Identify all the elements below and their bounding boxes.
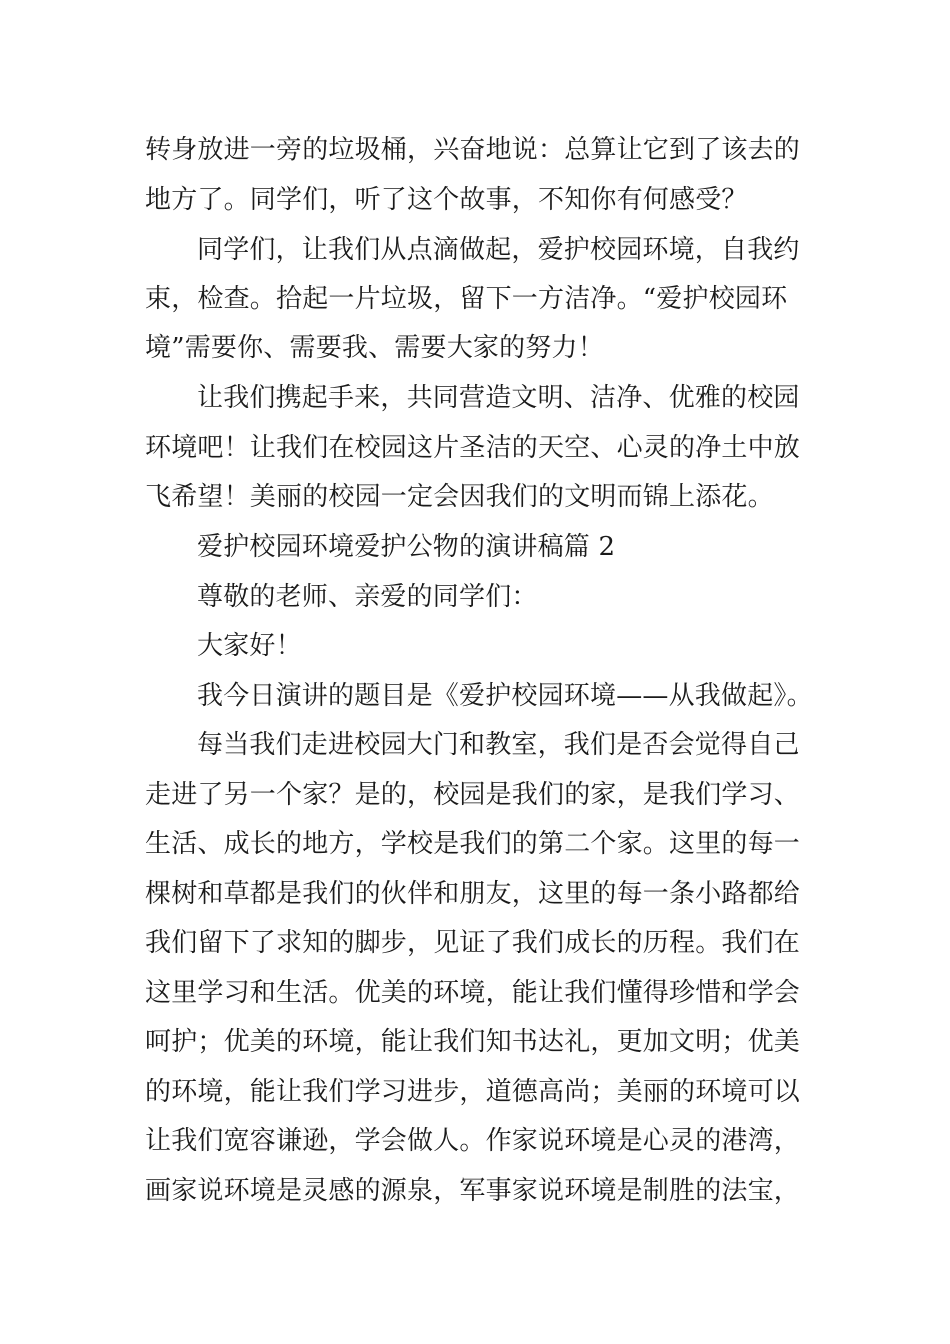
text-line: 我今日演讲的题目是《爱护校园环境——从我做起》。 xyxy=(197,681,813,711)
text-line: 这里学习和生活。优美的环境，能让我们懂得珍惜和学会 xyxy=(145,978,801,1008)
text-line: 让我们携起手来，共同营造文明、洁净、优雅的校园 xyxy=(197,383,800,413)
text-line: 棵树和草都是我们的伙伴和朋友，这里的每一条小路都给 xyxy=(145,879,801,909)
text-line: 我们留下了求知的脚步，见证了我们成长的历程。我们在 xyxy=(145,928,801,958)
text-line: 生活、成长的地方，学校是我们的第二个家。这里的每一 xyxy=(145,829,801,859)
text-line: 每当我们走进校园大门和教室，我们是否会觉得自己 xyxy=(197,730,800,760)
salutation: 尊敬的老师、亲爱的同学们： xyxy=(197,582,538,612)
text-line: 画家说环境是灵感的源泉，军事家说环境是制胜的法宝， xyxy=(145,1176,801,1206)
text-line: 的环境，能让我们学习进步，道德高尚；美丽的环境可以 xyxy=(145,1077,801,1107)
text-line: 环境吧！让我们在校园这片圣洁的天空、心灵的净土中放 xyxy=(145,433,801,463)
text-line: 飞希望！美丽的校园一定会因我们的文明而锦上添花。 xyxy=(145,482,774,512)
greeting: 大家好！ xyxy=(197,631,302,661)
section-heading: 爱护校园环境爱护公物的演讲稿篇 2 xyxy=(197,532,616,562)
text-line: 让我们宽容谦逊，学会做人。作家说环境是心灵的港湾， xyxy=(145,1126,801,1156)
text-line: 束，检查。拾起一片垃圾，留下一方洁净。“爱护校园环 xyxy=(145,284,788,314)
text-line: 呵护；优美的环境，能让我们知书达礼，更加文明；优美 xyxy=(145,1027,801,1057)
text-line: 地方了。同学们，听了这个故事，不知你有何感受？ xyxy=(145,185,748,215)
text-line: 转身放进一旁的垃圾桶，兴奋地说：总算让它到了该去的 xyxy=(145,135,801,165)
text-line: 同学们，让我们从点滴做起，爱护校园环境，自我约 xyxy=(197,235,800,265)
text-line: 境”需要你、需要我、需要大家的努力！ xyxy=(145,333,604,363)
text-line: 走进了另一个家？是的，校园是我们的家，是我们学习、 xyxy=(145,780,801,810)
